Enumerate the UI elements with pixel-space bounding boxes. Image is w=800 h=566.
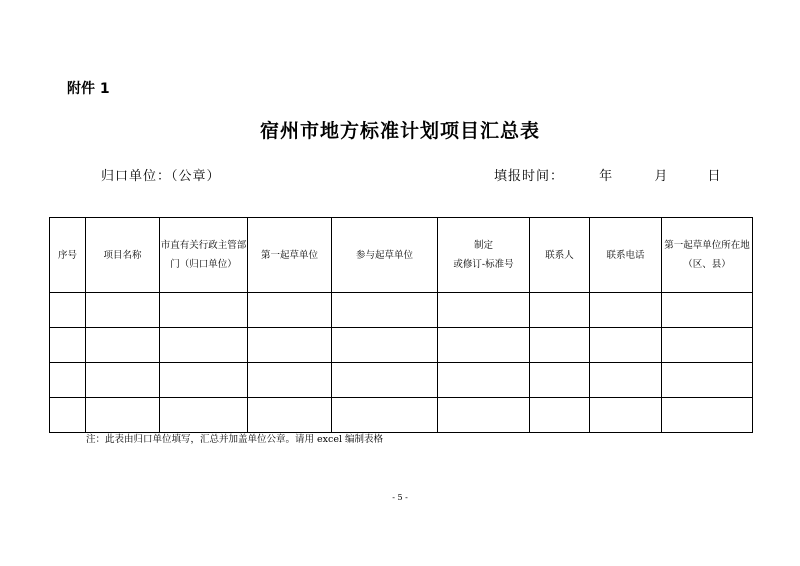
table-cell[interactable]: [248, 328, 332, 363]
project-summary-table: [49, 217, 753, 433]
table-cell[interactable]: [50, 293, 86, 328]
table-cell[interactable]: [662, 328, 753, 363]
table-cell[interactable]: [590, 363, 662, 398]
table-cell[interactable]: [248, 293, 332, 328]
table-cell[interactable]: [248, 398, 332, 433]
table-cell[interactable]: [160, 328, 248, 363]
table-cell[interactable]: [50, 363, 86, 398]
month-label: 月: [654, 169, 669, 184]
table-cell[interactable]: [332, 328, 438, 363]
table-cell[interactable]: [530, 398, 590, 433]
table-cell[interactable]: [662, 363, 753, 398]
year-label: 年: [599, 169, 614, 184]
table-cell[interactable]: [332, 363, 438, 398]
table-cell[interactable]: [662, 398, 753, 433]
col-header-department: 市直有关行政主管部门（归口单位）: [160, 218, 248, 293]
table-row: [50, 328, 753, 363]
table-cell[interactable]: [530, 363, 590, 398]
table-cell[interactable]: [438, 293, 530, 328]
attachment-label: 附件 1: [67, 81, 110, 97]
table-cell[interactable]: [86, 398, 160, 433]
table-cell[interactable]: [50, 398, 86, 433]
table-header-row: [50, 218, 753, 293]
table-cell[interactable]: [530, 328, 590, 363]
unit-label: 归口单位：（公章）: [101, 169, 221, 184]
fill-date-line: [494, 165, 721, 184]
table-cell[interactable]: [86, 363, 160, 398]
fill-time-label: 填报时间：: [494, 169, 565, 184]
table-cell[interactable]: [86, 328, 160, 363]
table-row: [50, 363, 753, 398]
col-header-project-name: 项目名称: [86, 218, 160, 293]
table-cell[interactable]: [438, 328, 530, 363]
table-cell[interactable]: [332, 398, 438, 433]
page-number: - 5 -: [392, 493, 408, 502]
col-header-co-drafters: 参与起草单位: [332, 218, 438, 293]
col-header-first-drafter: 第一起草单位: [248, 218, 332, 293]
col-header-index: 序号: [50, 218, 86, 293]
table-cell[interactable]: [86, 293, 160, 328]
table-cell[interactable]: [590, 293, 662, 328]
table-cell[interactable]: [438, 398, 530, 433]
table-cell[interactable]: [662, 293, 753, 328]
table-cell[interactable]: [530, 293, 590, 328]
page-title: 宿州市地方标准计划项目汇总表: [259, 120, 540, 142]
table-row: [50, 398, 753, 433]
table-cell[interactable]: [160, 363, 248, 398]
table-cell[interactable]: [248, 363, 332, 398]
table-cell[interactable]: [160, 398, 248, 433]
table-cell[interactable]: [590, 398, 662, 433]
table-cell[interactable]: [160, 293, 248, 328]
col-header-phone: 联系电话: [590, 218, 662, 293]
table-cell[interactable]: [590, 328, 662, 363]
table-cell[interactable]: [50, 328, 86, 363]
day-label: 日: [707, 169, 722, 184]
col-header-contact: 联系人: [530, 218, 590, 293]
table-row: [50, 293, 753, 328]
table-cell[interactable]: [332, 293, 438, 328]
col-header-location: 第一起草单位所在地（区、县）: [662, 218, 753, 293]
table-cell[interactable]: [438, 363, 530, 398]
col-header-standard-type: 制定 或修订-标准号: [438, 218, 530, 293]
footnote: 注：此表由归口单位填写，汇总并加盖单位公章。请用 excel 编制表格: [86, 434, 384, 445]
